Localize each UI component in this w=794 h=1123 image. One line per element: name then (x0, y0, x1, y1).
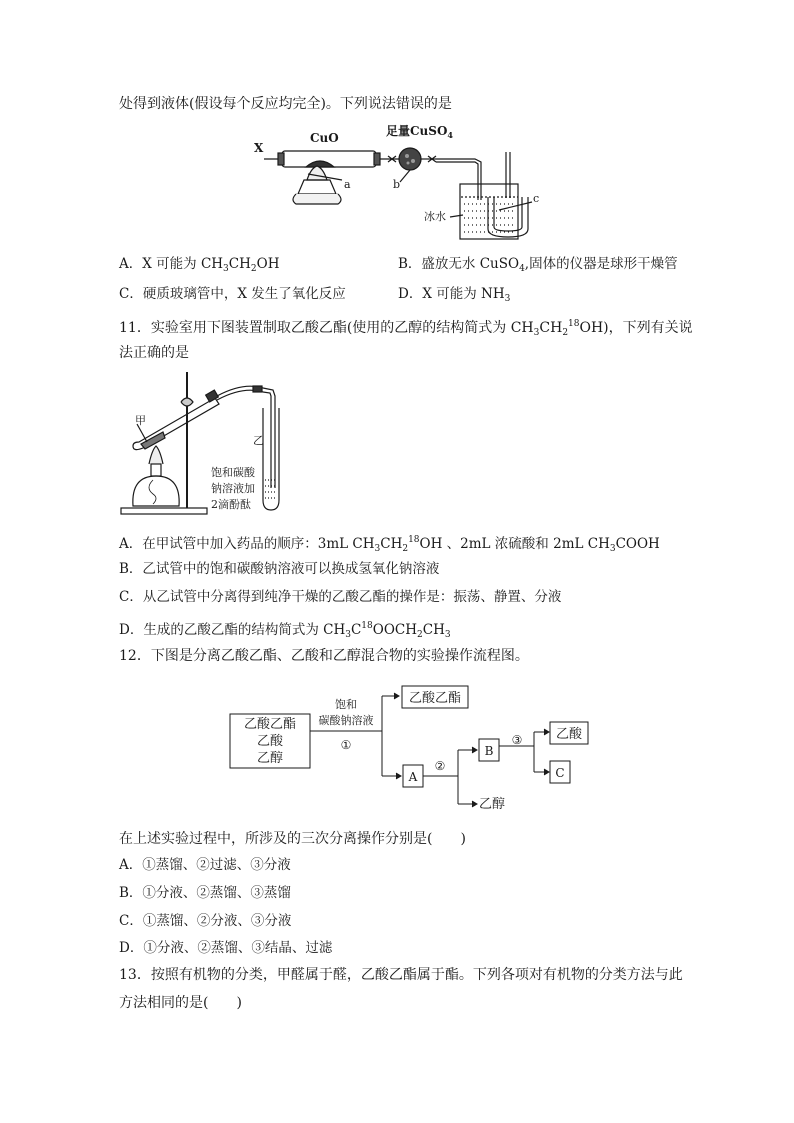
box-b-label: B (484, 744, 494, 758)
step1-marker: ① (340, 738, 352, 752)
reagent-line3: 2滴酚酞 (211, 498, 251, 511)
q12-stem: 12．下图是分离乙酸乙酯、乙酸和乙醇混合物的实验操作流程图。 (119, 648, 529, 664)
q12-option-c[interactable]: C．①蒸馏、②分液、③分液 (119, 913, 292, 929)
q10-option-a[interactable]: A．X 可能为 $CH_3CH_2OH$ (119, 256, 280, 274)
mix-ethanol: 乙醇 (256, 751, 284, 766)
q11-apparatus-figure (119, 368, 299, 522)
q11-option-b[interactable]: B．乙试管中的饱和碳酸钠溶液可以换成氢氧化钠溶液 (119, 561, 440, 577)
q13-stem-line1: 13．按照有机物的分类，甲醛属于醛，乙酸乙酯属于酯。下列各项对有机物的分类方法与此 (119, 967, 683, 983)
q11-stem-line2: 法正确的是 (119, 345, 189, 361)
label-yi: 乙 (253, 434, 264, 447)
ester-product: 乙酸乙酯 (408, 691, 462, 706)
reagent-line1: 饱和 (335, 698, 357, 711)
q10-apparatus-figure (250, 122, 550, 247)
clamp (181, 398, 193, 406)
q11-stem-line1: 11．实验室用下图装置制取乙酸乙酯(使用的乙醇的结构简式为 $CH_3CH_2^{18}OH$)，下列有关说 (119, 319, 693, 338)
q10-intro-tail: 处得到液体(假设每个反应均完全)。下列说法错误的是 (119, 96, 452, 112)
leader-c (499, 202, 532, 210)
reagent-line2: 碳酸钠溶液 (318, 714, 374, 727)
q12-flowchart (222, 676, 602, 818)
q10-option-d[interactable]: D．X 可能为 $NH_3$ (398, 286, 511, 304)
left-stopper (278, 153, 284, 165)
q12-option-b[interactable]: B．①分液、②蒸馏、③蒸馏 (119, 885, 291, 901)
acid-product: 乙酸 (555, 727, 583, 742)
mix-ester: 乙酸乙酯 (243, 717, 297, 732)
label-ice-water: 冰水 (424, 210, 446, 223)
lamp-body (133, 476, 179, 506)
right-stopper (374, 153, 380, 165)
mix-acid: 乙酸 (256, 734, 284, 749)
label-jia: 甲 (135, 414, 146, 427)
cuo-powder (306, 161, 334, 167)
q12-option-a[interactable]: A．①蒸馏、②过滤、③分液 (119, 857, 291, 873)
stand-base (121, 508, 207, 514)
q11-option-c[interactable]: C．从乙试管中分离得到纯净干燥的乙酸乙酯的操作是：振荡、静置、分液 (119, 589, 562, 605)
label-c: c (533, 192, 540, 205)
leader-ice (450, 215, 463, 217)
label-b: b (393, 178, 401, 191)
step2-marker: ② (434, 759, 446, 773)
leader-b (400, 170, 410, 182)
label-cuo: CuO (310, 131, 339, 145)
q10-option-b[interactable]: B．盛放无水 CuSO$_4$,固体的仪器是球形干燥管 (398, 256, 678, 274)
label-x: X (254, 141, 264, 155)
box-a-label: A (408, 770, 418, 784)
drying-tube-bulb (399, 148, 421, 170)
lamp-head (298, 180, 336, 194)
label-a: a (344, 178, 351, 191)
q10-option-c[interactable]: C．硬质玻璃管中，X 发生了氧化反应 (119, 286, 346, 302)
outlet-tube (436, 159, 481, 200)
q11-option-d[interactable]: D．生成的乙酸乙酯的结构简式为 $CH_3C^{18}OOCH_2CH_3$ (119, 621, 451, 640)
q12-option-d[interactable]: D．①分液、②蒸馏、③结晶、过滤 (119, 940, 333, 956)
reagent-line1: 饱和碳酸 (211, 466, 255, 479)
label-cuso4: 足量CuSO$_4$ (386, 124, 453, 140)
ethanol-product: 乙醇 (478, 797, 506, 812)
flame (307, 166, 327, 180)
box-c-label: C (555, 766, 565, 780)
q13-stem-line2: 方法相同的是( ) (119, 995, 242, 1011)
q11-option-a[interactable]: A．在甲试管中加入药品的顺序：3mL $CH_3CH_2^{18}OH$ 、2mL 浓硫酸和 2mL $CH_3COOH$ (119, 535, 660, 554)
q12-question: 在上述实验过程中，所涉及的三次分离操作分别是( ) (119, 831, 466, 847)
flame (149, 446, 163, 464)
lamp-wick (151, 464, 161, 476)
reagent-line2: 钠溶液加 (211, 482, 255, 495)
step3-marker: ③ (511, 733, 523, 747)
